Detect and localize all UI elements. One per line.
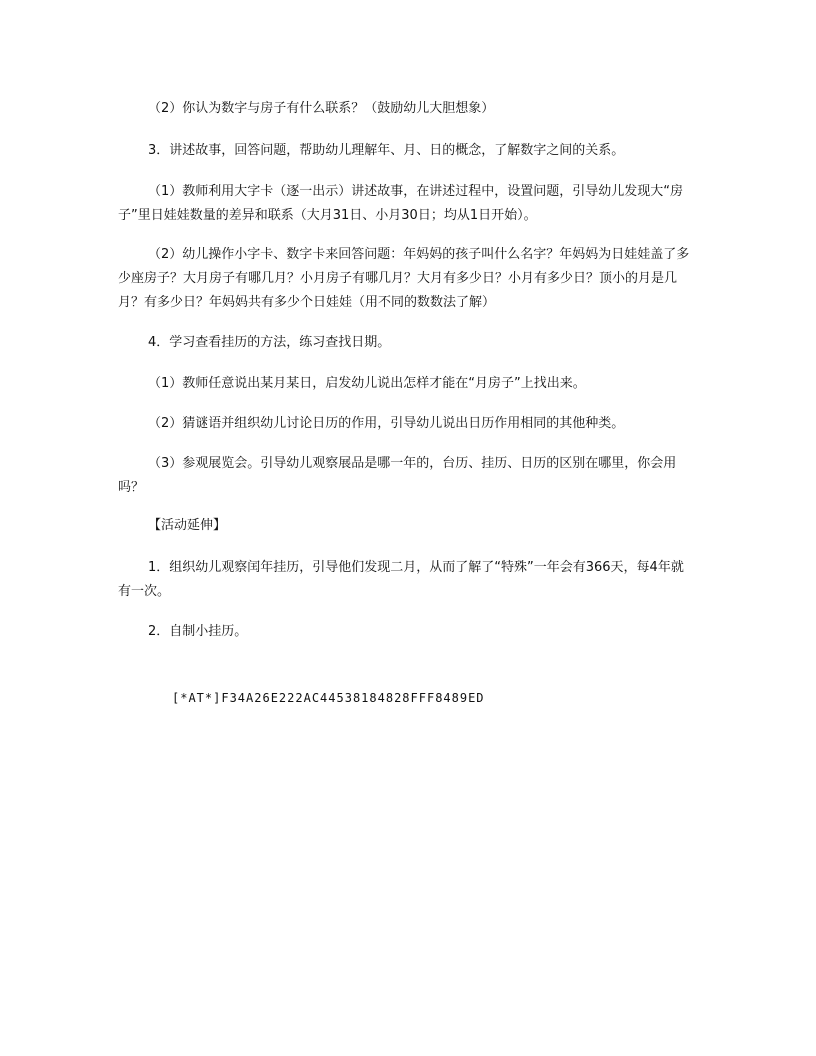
paragraph-teacher-story: （1）教师利用大字卡（逐一出示）讲述故事，在讲述过程中，设置问题，引导幼儿发现大“房子”里日娃娃数量的差异和联系（大月31日、小月30日；均从1日开始）。: [118, 184, 684, 223]
paragraph-exhibition: （3）参观展览会。引导幼儿观察展品是哪一年的，台历、挂历、日历的区别在哪里，你会用吗？: [118, 456, 677, 495]
paragraph-riddle: （2）猜谜语并组织幼儿讨论日历的作用，引导幼儿说出日历作用相同的其他种类。: [148, 416, 625, 431]
paragraph-find-date: （1）教师任意说出某月某日，启发幼儿说出怎样才能在“月房子”上找出来。: [148, 376, 586, 391]
document-code: [*AT*]F34A26E222AC44538184828FFF8489ED: [172, 691, 485, 705]
paragraph-leap-year: 1．组织幼儿观察闰年挂历，引导他们发现二月，从而了解了“特殊”一年会有366天，每4年就有一次。: [118, 560, 684, 599]
paragraph-house-number-question: （2）你认为数字与房子有什么联系？（鼓励幼儿大胆想象）: [148, 101, 495, 116]
paragraph-make-calendar: 2．自制小挂历。: [148, 624, 248, 639]
paragraph-step-4: 4．学习查看挂历的方法，练习查找日期。: [148, 335, 391, 350]
paragraph-step-3: 3．讲述故事，回答问题，帮助幼儿理解年、月、日的概念，了解数字之间的关系。: [148, 143, 625, 158]
paragraph-child-questions: （2）幼儿操作小字卡、数字卡来回答问题：年妈妈的孩子叫什么名字？年妈妈为日娃娃盖了多少座房子？大月房子有哪几月？小月房子有哪几月？大月有多少日？小月有多少日？顶小的月是几月？有多少日？年妈妈共有多少个日娃娃（用不同的数数法了解）: [118, 247, 690, 310]
section-heading-extension: 【活动延伸】: [148, 518, 227, 533]
